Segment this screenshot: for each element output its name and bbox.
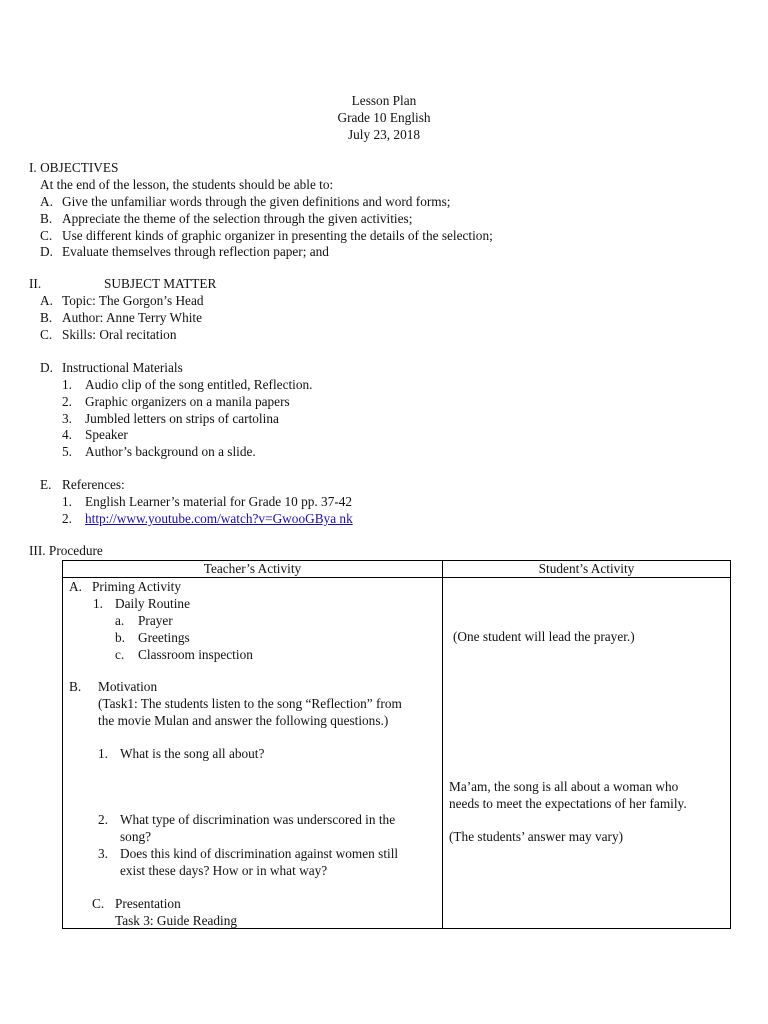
references-heading: E. References: xyxy=(40,477,125,492)
list-item: 1. Audio clip of the song entitled, Reflection. xyxy=(62,377,313,392)
student-activity-cell xyxy=(443,578,731,929)
list-item: B. Appreciate the theme of the selection through the given activities; xyxy=(40,210,413,226)
list-item: a. Prayer xyxy=(115,613,173,628)
motivation: B. Motivation xyxy=(69,679,158,694)
list-item: b. Greetings xyxy=(115,629,190,645)
list-item: 1. English Learner’s material for Grade 10 pp. 37-42 xyxy=(62,494,353,509)
question-2: 2. What type of discrimination was underscored in the song? xyxy=(98,812,396,844)
question-3: 3. Does this kind of discrimination against women still exist these days? How or in what way? xyxy=(98,846,399,878)
routine-list xyxy=(115,613,253,663)
list-item: 2. Graphic organizers on a manila papers xyxy=(62,393,290,409)
presentation: C. Presentation xyxy=(92,896,181,911)
question-1: 1. What is the song all about? xyxy=(98,746,265,761)
list-item: 2. http://www.youtube.com/watch?v=GwooGBya nk xyxy=(62,510,353,526)
daily-routine: 1. Daily Routine xyxy=(93,596,190,611)
youtube-reference-link[interactable]: http://www.youtube.com/watch?v=GwooGBya nk xyxy=(85,510,353,526)
list-item: 3. Jumbled letters on strips of cartolina xyxy=(62,410,279,426)
subject-matter-heading: SUBJECT MATTER xyxy=(104,276,217,291)
references xyxy=(40,477,125,494)
materials-heading: D. Instructional Materials xyxy=(40,360,183,375)
objectives-section xyxy=(29,160,118,177)
list-item: B. Author: Anne Terry White xyxy=(40,309,203,325)
list-item: D. Evaluate themselves through reflection paper; and xyxy=(40,244,329,260)
presentation-task: Task 3: Guide Reading xyxy=(115,913,238,928)
student-answer-vary: (The students’ answer may vary) xyxy=(449,829,624,844)
procedure-table xyxy=(62,560,731,929)
student-prayer-response: (One student will lead the prayer.) xyxy=(453,629,635,644)
motivation-task: (Task1: The students listen to the song “Reflection” from the movie Mulan and answer the following questions.) xyxy=(98,696,402,728)
subject-matter-numeral: II. xyxy=(29,276,42,291)
table-header-row xyxy=(63,561,731,578)
objectives-intro: At the end of the lesson, the students should be able to: xyxy=(40,177,334,192)
list-item: C. Use different kinds of graphic organizer in presenting the details of the selection; xyxy=(40,227,493,243)
list-item: c. Classroom inspection xyxy=(115,646,253,662)
lesson-plan-title: Lesson Plan xyxy=(351,93,417,108)
procedure-heading: III. Procedure xyxy=(29,543,103,558)
lesson-date: July 23, 2018 xyxy=(347,127,421,142)
list-item: 4. Speaker xyxy=(62,427,128,443)
objectives-list xyxy=(40,194,493,261)
list-item: C. Skills: Oral recitation xyxy=(40,326,177,342)
grade-label: Grade 10 English xyxy=(337,110,431,125)
materials-list xyxy=(62,377,312,461)
column-header-student: Student’s Activity xyxy=(443,561,731,578)
teacher-activity-cell xyxy=(63,578,443,929)
list-item: 5. Author’s background on a slide. xyxy=(62,444,256,460)
priming-activity: A. Priming Activity xyxy=(69,579,182,594)
references-list xyxy=(62,494,353,528)
column-header-teacher: Teacher’s Activity xyxy=(63,561,443,578)
document-header xyxy=(0,93,768,144)
subject-matter-list xyxy=(40,293,204,343)
objectives-heading: I. OBJECTIVES xyxy=(29,160,119,175)
list-item: A. Topic: The Gorgon’s Head xyxy=(40,293,204,308)
table-row xyxy=(63,578,731,929)
student-answer: Ma’am, the song is all about a woman who needs to meet the expectations of her family. xyxy=(449,779,687,811)
list-item: A. Give the unfamiliar words through the given definitions and word forms; xyxy=(40,194,451,209)
instructional-materials xyxy=(40,360,183,377)
